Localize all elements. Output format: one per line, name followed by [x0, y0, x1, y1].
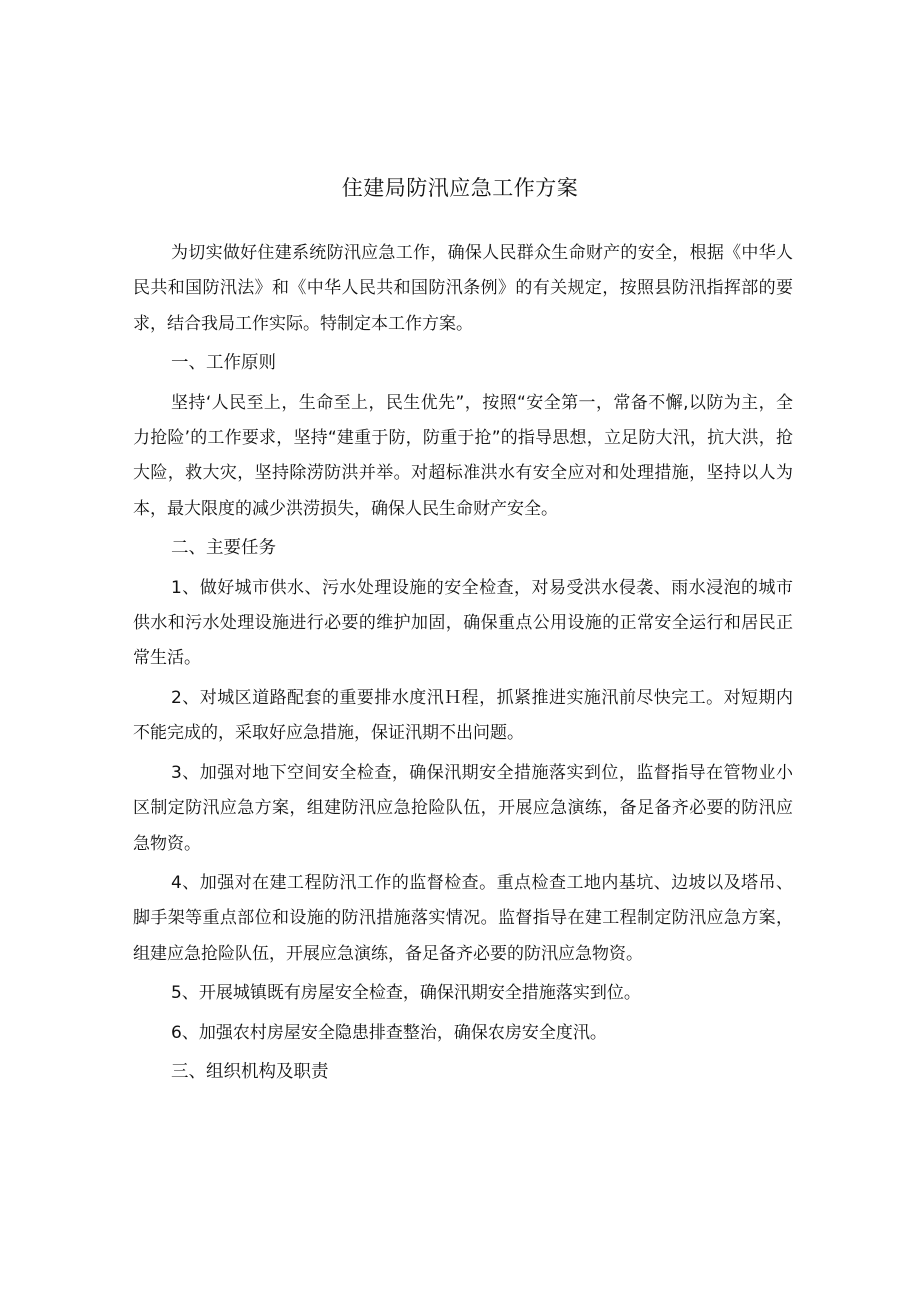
document-body — [133, 236, 793, 1094]
section-heading-tasks: 二、主要任务 — [171, 538, 276, 559]
task-item-6: 6、加强农村房屋安全隐患排查整治，确保农房安全度汛。 — [171, 1022, 607, 1043]
task-item-1: 1、做好城市供水、污水处理设施的安全检查，对易受洪水侵袭、雨水浸泡的城市供水和污水处理设施进行必要的维护加固，确保重点公用设施的正常安全运行和居民正常生活。 — [133, 577, 793, 669]
task-item-3: 3、加强对地下空间安全检查，确保汛期安全措施落实到位，监督指导在管物业小区制定防汛应急方案，组建防汛应急抢险队伍，开展应急演练，备足备齐必要的防汛应急物资。 — [133, 762, 793, 854]
principles-paragraph: 坚持‘人民至上，生命至上，民生优先”，按照“安全第一，常备不懈,以防为主，全力抢险’的工作要求，坚持“建重于防，防重于抢”的指导思想，立足防大汛，抗大洪，抢大险，救大灾，坚持除涝防洪并举。对超标准洪水有安全应对和处理措施，坚持以人为本，最大限度的减少洪涝损失，确保人民生命财产安全。 — [133, 392, 793, 519]
document-title: 住建局防汛应急工作方案 — [341, 176, 579, 200]
task-item-4: 4、加强对在建工程防汛工作的监督检查。重点检查工地内基坑、边坡以及塔吊、脚手架等重点部位和设施的防汛措施落实情况。监督指导在建工程制定防汛应急方案，组建应急抢险队伍，开展应急演练，备足备齐必要的防汛应急物资。 — [133, 872, 793, 964]
section-heading-organization: 三、组织机构及职责 — [171, 1061, 329, 1082]
section-heading-principles: 一、工作原则 — [171, 353, 276, 374]
intro-paragraph: 为切实做好住建系统防汛应急工作，确保人民群众生命财产的安全，根据《中华人民共和国防汛法》和《中华人民共和国防汛条例》的有关规定，按照县防汛指挥部的要求，结合我局工作实际。特制定本工作方案。 — [133, 243, 793, 334]
task-item-5: 5、开展城镇既有房屋安全检查，确保汛期安全措施落实到位。 — [171, 983, 641, 1004]
task-item-2: 2、对城区道路配套的重要排水度汛Ｈ程，抓紧推进实施汛前尽快完工。对短期内不能完成的，采取好应急措施，保证汛期不出问题。 — [133, 687, 793, 744]
